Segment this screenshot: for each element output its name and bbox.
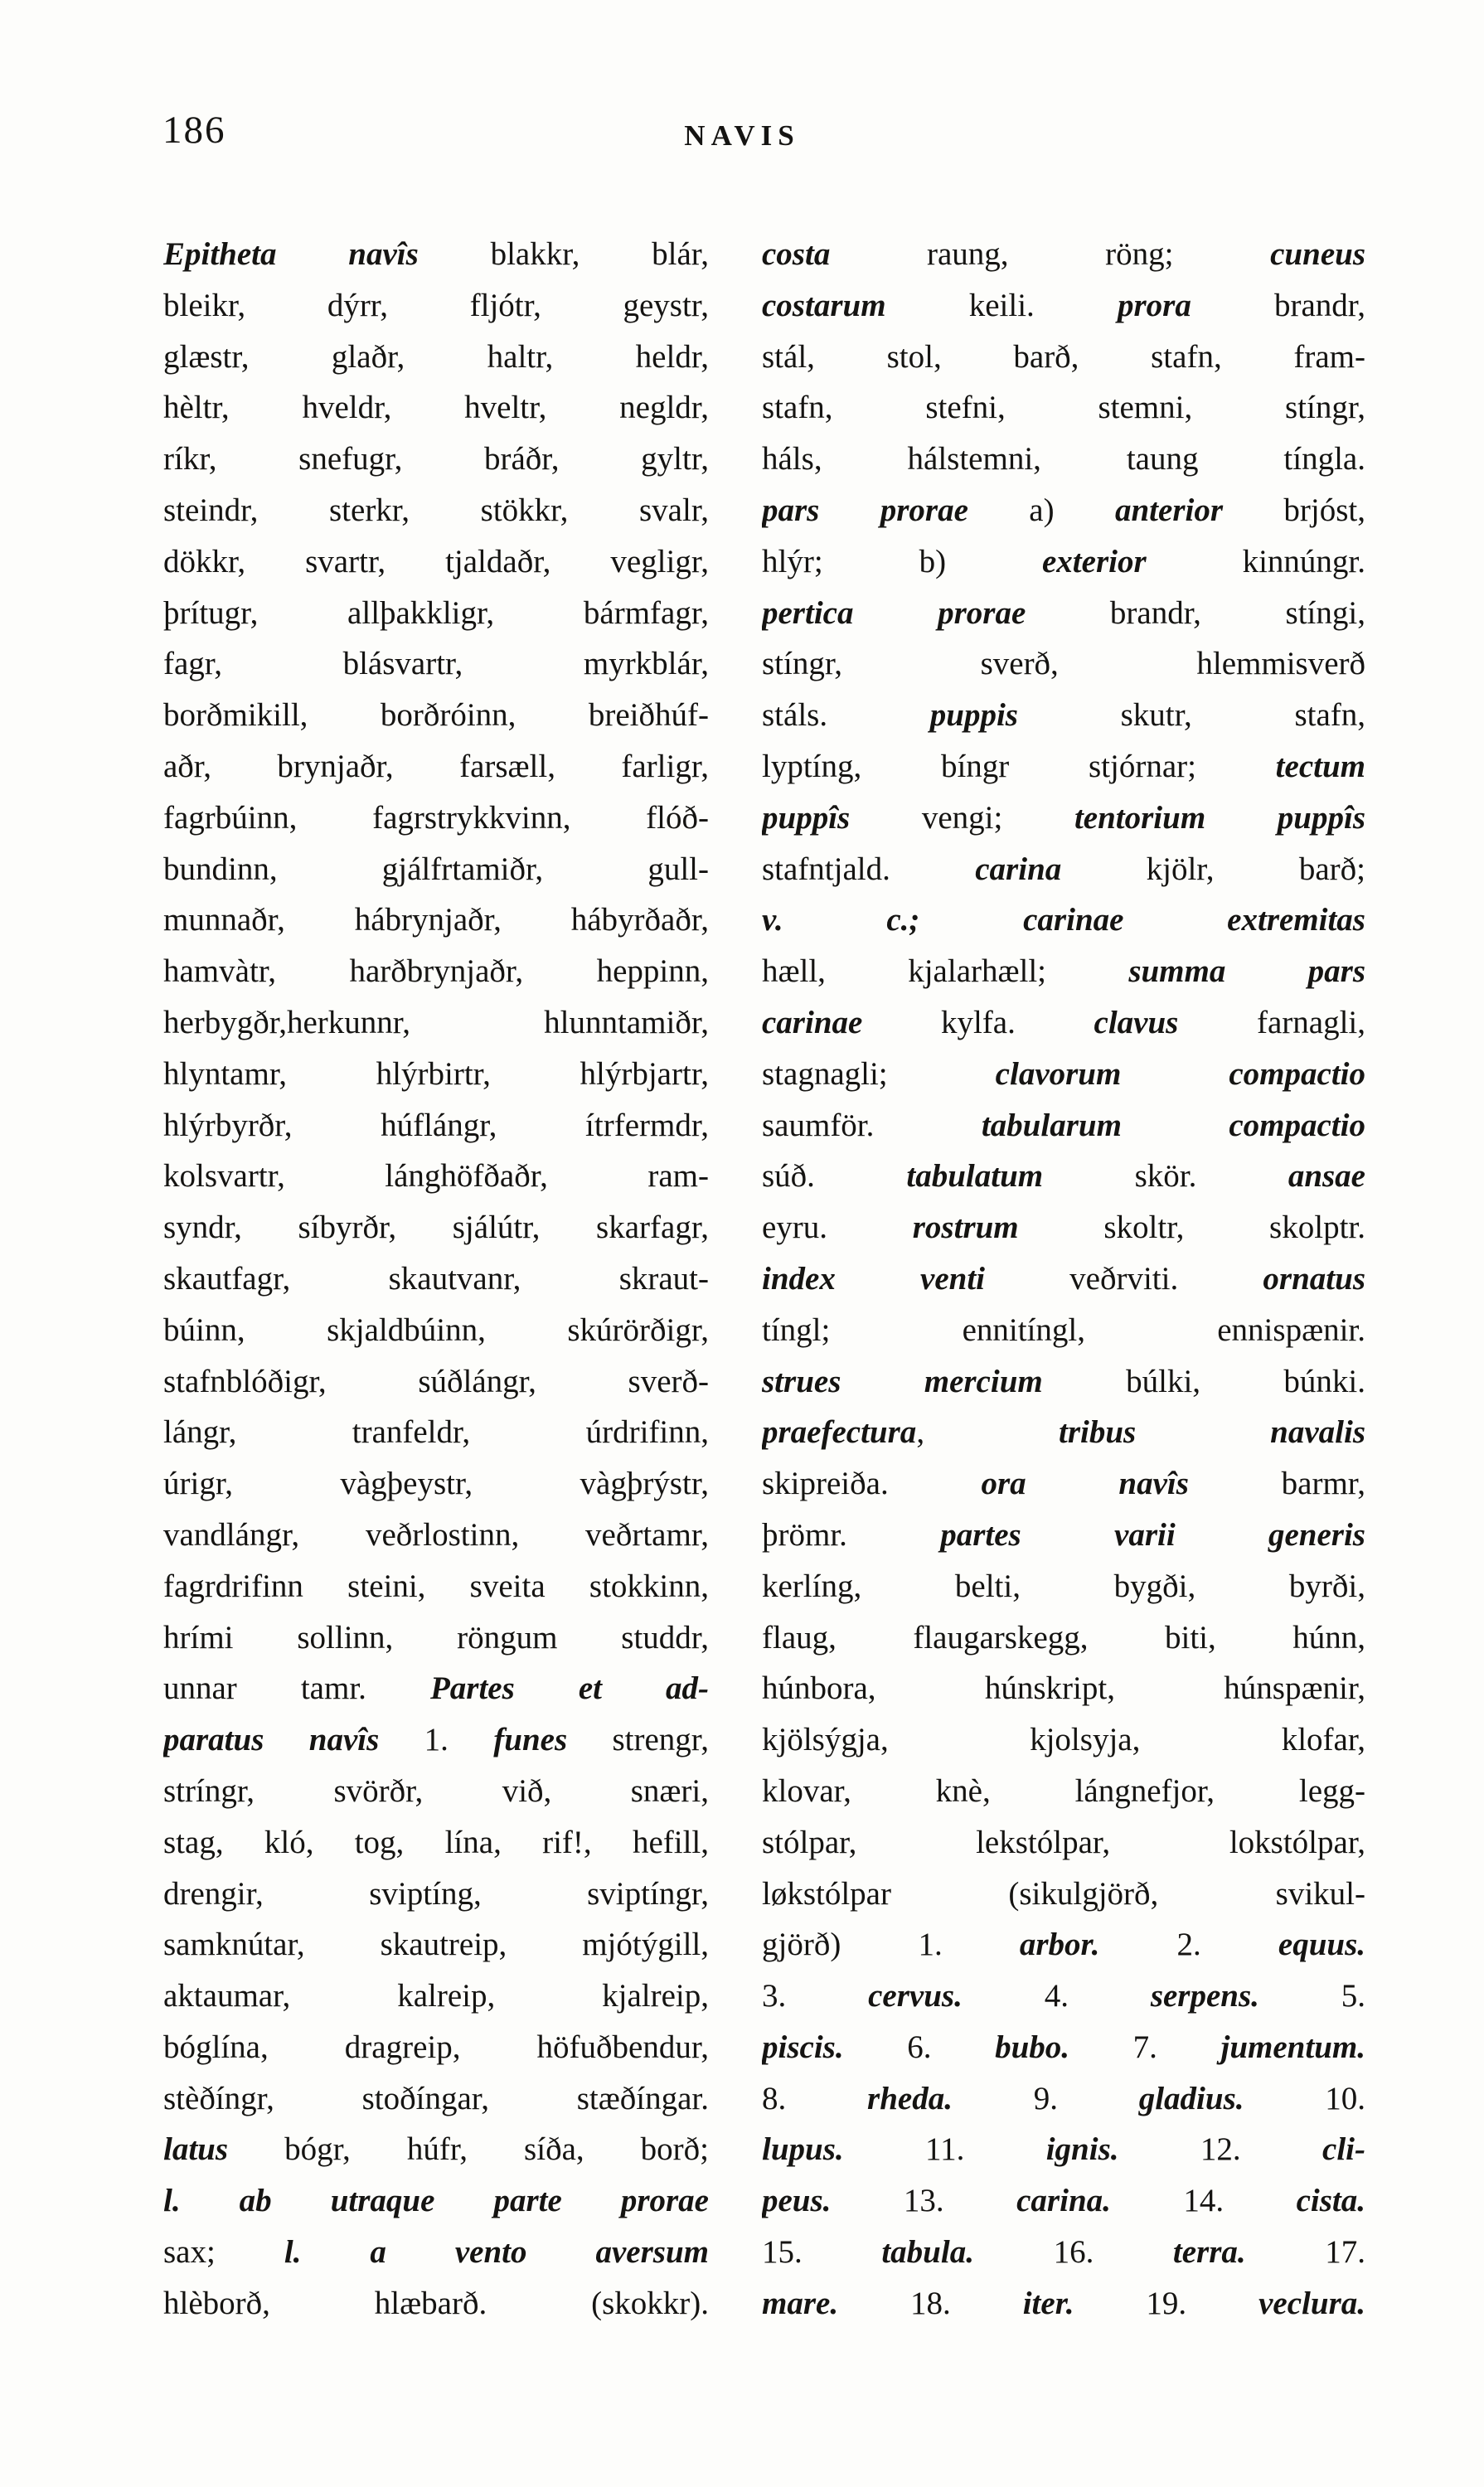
text-line [163, 741, 709, 793]
text-line [762, 2124, 1365, 2175]
icelandic-text: 11. [843, 2131, 1046, 2168]
icelandic-text: skipreiða. [762, 1466, 982, 1502]
text-line [163, 844, 709, 895]
text-line [163, 382, 709, 434]
icelandic-text: 12. [1118, 2131, 1323, 2168]
icelandic-text: vengi; [850, 799, 1074, 836]
text-line [762, 997, 1365, 1049]
text-line [762, 1100, 1365, 1151]
icelandic-text: þrítugr, allþakkligr, bármfagr, [163, 594, 709, 631]
text-line [163, 638, 709, 690]
icelandic-text: 14. [1110, 2183, 1297, 2219]
icelandic-text: tíngl; ennitíngl, ennispænir. [762, 1311, 1365, 1348]
latin-lemma: cli- [1322, 2131, 1365, 2168]
text-line [163, 588, 709, 639]
text-line [762, 2227, 1365, 2278]
text-line [163, 1202, 709, 1253]
text-line [762, 434, 1365, 485]
icelandic-text: kerlíng, belti, bygði, byrði, [762, 1568, 1365, 1604]
icelandic-text: 13. [831, 2183, 1017, 2219]
icelandic-text: keili. [885, 287, 1118, 323]
icelandic-text: stagnagli; [762, 1055, 996, 1092]
text-line [762, 1510, 1365, 1561]
icelandic-text: bundinn, gjálfrtamiðr, gull- [163, 851, 709, 887]
latin-lemma: paratus navîs [163, 1722, 380, 1758]
icelandic-text: brjóst, [1223, 492, 1365, 528]
text-line [762, 1971, 1365, 2022]
latin-lemma: terra. [1172, 2234, 1246, 2271]
icelandic-text: unnar tamr. [163, 1670, 430, 1707]
icelandic-text: steindr, sterkr, stökkr, svalr, [163, 492, 709, 528]
icelandic-text: húnbora, húnskript, húnspænir, [762, 1670, 1365, 1707]
latin-lemma: Partes et ad- [429, 1670, 709, 1707]
text-line [163, 793, 709, 844]
text-line [762, 793, 1365, 844]
text-line [163, 2227, 709, 2278]
right-column [762, 229, 1365, 2329]
left-column [163, 229, 709, 2329]
text-line [163, 894, 709, 946]
latin-lemma: gladius. [1138, 2080, 1244, 2116]
icelandic-text: strengr, [567, 1722, 709, 1758]
text-line [762, 1766, 1365, 1817]
icelandic-text: 17. [1245, 2234, 1365, 2271]
icelandic-text: syndr, síbyrðr, sjálútr, skarfagr, [163, 1210, 709, 1246]
icelandic-text: flaug, flaugarskegg, biti, húnn, [762, 1619, 1365, 1656]
icelandic-text: 2. [1099, 1927, 1278, 1963]
icelandic-text: 1. [379, 1722, 494, 1758]
text-line [163, 1663, 709, 1714]
icelandic-text: 10. [1244, 2080, 1365, 2116]
text-line [762, 280, 1365, 332]
text-line [163, 1407, 709, 1458]
icelandic-text: kolsvartr, lánghöfðaðr, ram- [163, 1158, 709, 1195]
icelandic-text: súð. [762, 1158, 907, 1195]
latin-lemma: serpens. [1150, 1978, 1259, 2014]
icelandic-text: stafn, stefni, stemni, stíngr, [762, 390, 1365, 426]
icelandic-text: hlyntamr, hlýrbirtr, hlýrbjartr, [163, 1055, 709, 1092]
latin-lemma: tabula. [881, 2234, 974, 2271]
text-line [163, 1561, 709, 1612]
latin-lemma: tabulatum [906, 1158, 1044, 1195]
icelandic-text: hrími sollinn, röngum studdr, [163, 1619, 709, 1656]
text-line [163, 1356, 709, 1408]
icelandic-text: 15. [762, 2234, 882, 2271]
icelandic-text: stál, stol, barð, stafn, fram- [762, 338, 1365, 375]
icelandic-text: háls, hálstemni, taung tíngla. [762, 441, 1365, 478]
text-line [163, 2124, 709, 2175]
latin-lemma: partes varii generis [940, 1516, 1365, 1553]
text-line [762, 1305, 1365, 1356]
text-line [762, 536, 1365, 588]
latin-lemma: costa [762, 236, 831, 272]
icelandic-text: drengir, sviptíng, sviptíngr, [163, 1875, 709, 1912]
text-line [163, 1919, 709, 1971]
text-line [762, 1407, 1365, 1458]
text-line [762, 1663, 1365, 1714]
latin-lemma: index venti [762, 1260, 985, 1297]
icelandic-text: hlýrbyrðr, húflángr, ítrfermdr, [163, 1107, 709, 1143]
icelandic-text: a) [968, 492, 1115, 528]
icelandic-text: herbygðr,herkunnr, hlunntamiðr, [163, 1004, 709, 1040]
text-line [163, 280, 709, 332]
latin-lemma: clavorum compactio [995, 1055, 1365, 1092]
latin-lemma: cista. [1296, 2183, 1365, 2219]
icelandic-text: bóglína, dragreip, höfuðbendur, [163, 2029, 709, 2065]
latin-lemma: arbor. [1019, 1927, 1100, 1963]
text-line [762, 2175, 1365, 2227]
text-line [762, 894, 1365, 946]
latin-lemma: ignis. [1045, 2131, 1119, 2168]
icelandic-text: 19. [1074, 2285, 1259, 2321]
icelandic-text: blakkr, blár, [418, 236, 709, 272]
text-line [762, 588, 1365, 639]
icelandic-text: lyptíng, bíngr stjórnar; [762, 748, 1276, 784]
latin-lemma: puppîs [762, 799, 851, 836]
icelandic-text: 5. [1258, 1978, 1365, 2014]
text-line [163, 690, 709, 741]
text-line [762, 332, 1365, 383]
icelandic-text: hlýr; b) [762, 543, 1042, 579]
icelandic-text: stafnblóðigr, súðlángr, sverð- [163, 1363, 709, 1399]
text-line [762, 1817, 1365, 1869]
latin-lemma: tabularum compactio [981, 1107, 1365, 1143]
latin-lemma: costarum [762, 287, 886, 323]
text-line [163, 997, 709, 1049]
icelandic-text: bleikr, dýrr, fljótr, geystr, [163, 287, 709, 323]
icelandic-text: aktaumar, kalreip, kjalreip, [163, 1978, 709, 2014]
latin-lemma: piscis. [762, 2029, 844, 2065]
icelandic-text: stáls. [762, 697, 930, 734]
icelandic-text: 8. [762, 2080, 868, 2116]
icelandic-text: vandlángr, veðrlostinn, veðrtamr, [163, 1516, 709, 1553]
text-line [163, 1612, 709, 1664]
icelandic-text: bógr, húfr, síða, borð; [228, 2131, 709, 2168]
text-line [163, 1458, 709, 1510]
text-line [163, 485, 709, 536]
icelandic-text: 3. [762, 1978, 869, 2014]
latin-lemma: clavus [1094, 1004, 1179, 1040]
text-line [762, 1561, 1365, 1612]
latin-lemma: prora [1117, 287, 1191, 323]
icelandic-text: løkstólpar (sikulgjörð, svikul- [762, 1875, 1365, 1912]
latin-lemma: jumentum. [1220, 2029, 1365, 2065]
latin-lemma: ansae [1288, 1158, 1365, 1195]
latin-lemma: exterior [1042, 543, 1147, 579]
text-line [762, 382, 1365, 434]
text-line [163, 1869, 709, 1920]
icelandic-text: saumför. [762, 1107, 982, 1143]
icelandic-text: hæll, kjalarhæll; [762, 953, 1129, 990]
icelandic-text: raung, röng; [830, 236, 1271, 272]
running-header: NAVIS [684, 119, 800, 152]
icelandic-text: sax; [163, 2234, 284, 2271]
icelandic-text: 7. [1069, 2029, 1221, 2065]
icelandic-text: stríngr, svörðr, við, snæri, [163, 1772, 709, 1809]
icelandic-text: fagrdrifinn steini, sveita stokkinn, [163, 1568, 709, 1604]
text-line [762, 2073, 1365, 2125]
icelandic-text: stólpar, lekstólpar, lokstólpar, [762, 1824, 1365, 1860]
icelandic-text: hèltr, hveldr, hveltr, negldr, [163, 390, 709, 426]
icelandic-text: úrigr, vàgþeystr, vàgþrýstr, [163, 1466, 709, 1502]
icelandic-text: lángr, tranfeldr, úrdrifinn, [163, 1414, 709, 1451]
text-line [762, 1458, 1365, 1510]
latin-lemma: pars prorae [762, 492, 968, 528]
latin-lemma: tentorium puppîs [1074, 799, 1365, 836]
icelandic-text: gjörð) 1. [762, 1927, 1020, 1963]
text-line [762, 1049, 1365, 1100]
icelandic-text: hamvàtr, harðbrynjaðr, heppinn, [163, 953, 709, 990]
text-line [762, 638, 1365, 690]
text-line [762, 1714, 1365, 1766]
icelandic-text: brandr, stíngi, [1026, 594, 1365, 631]
text-line [163, 946, 709, 997]
icelandic-text: aðr, brynjaðr, farsæll, farligr, [163, 748, 709, 784]
icelandic-text: skutr, stafn, [1017, 697, 1365, 734]
icelandic-text: glæstr, glaðr, haltr, heldr, [163, 338, 709, 375]
text-line [163, 1049, 709, 1100]
icelandic-text: samknútar, skautreip, mjótýgill, [163, 1927, 709, 1963]
text-line [163, 2022, 709, 2073]
latin-lemma: ora navîs [981, 1466, 1189, 1502]
latin-lemma: peus. [762, 2183, 832, 2219]
text-line [163, 1766, 709, 1817]
icelandic-text: 16. [973, 2234, 1173, 2271]
latin-lemma: iter. [1022, 2285, 1074, 2321]
text-line [163, 1971, 709, 2022]
icelandic-text: fagrbúinn, fagrstrykkvinn, flóð- [163, 799, 709, 836]
latin-lemma: veclura. [1258, 2285, 1365, 2321]
icelandic-text: farnagli, [1178, 1004, 1365, 1040]
icelandic-text: munnaðr, hábrynjaðr, hábyrðaðr, [163, 902, 709, 938]
icelandic-text: dökkr, svartr, tjaldaðr, vegligr, [163, 543, 709, 579]
icelandic-text: , [916, 1414, 1059, 1451]
text-line [163, 1253, 709, 1305]
latin-lemma: rheda. [867, 2080, 953, 2116]
text-line [163, 1714, 709, 1766]
text-line [762, 844, 1365, 895]
latin-lemma: Epitheta navîs [163, 236, 419, 272]
text-line [163, 2175, 709, 2227]
text-line [163, 229, 709, 280]
latin-lemma: l. a vento aversum [284, 2234, 709, 2271]
latin-lemma: carina. [1016, 2183, 1111, 2219]
latin-lemma: tectum [1275, 748, 1365, 784]
latin-lemma: cervus. [868, 1978, 963, 2014]
text-line [762, 1202, 1365, 1253]
text-line [762, 1919, 1365, 1971]
icelandic-text: skör. [1043, 1158, 1288, 1195]
icelandic-text: skoltr, skolptr. [1018, 1210, 1365, 1246]
icelandic-text: veðrviti. [985, 1260, 1263, 1297]
text-line [163, 434, 709, 485]
icelandic-text: 18. [838, 2285, 1023, 2321]
latin-lemma: praefectura [762, 1414, 917, 1451]
text-line [762, 2278, 1365, 2329]
latin-lemma: puppis [929, 697, 1018, 734]
icelandic-text: hlèborð, hlæbarð. (skokkr). [163, 2285, 709, 2321]
text-line [762, 1869, 1365, 1920]
latin-lemma: equus. [1278, 1927, 1365, 1963]
text-line [762, 1612, 1365, 1664]
text-line [163, 332, 709, 383]
latin-lemma: carina [975, 851, 1062, 887]
latin-lemma: bubo. [995, 2029, 1070, 2065]
page-number: 186 [162, 109, 226, 152]
icelandic-text: 4. [962, 1978, 1151, 2014]
text-line [163, 1151, 709, 1202]
icelandic-text: kjölsýgja, kjolsyja, klofar, [762, 1722, 1365, 1758]
latin-lemma: strues mercium [762, 1363, 1043, 1399]
icelandic-text: kylfa. [862, 1004, 1094, 1040]
icelandic-text: 6. [843, 2029, 996, 2065]
latin-lemma: tribus navalis [1059, 1414, 1365, 1451]
latin-lemma: rostrum [912, 1210, 1019, 1246]
text-line [762, 690, 1365, 741]
text-line [163, 1510, 709, 1561]
icelandic-text: búlki, búnki. [1042, 1363, 1365, 1399]
text-line [762, 229, 1365, 280]
text-line [163, 1100, 709, 1151]
latin-lemma: l. ab utraque parte prorae [163, 2183, 709, 2219]
icelandic-text: fagr, blásvartr, myrkblár, [163, 646, 709, 682]
text-line [762, 1151, 1365, 1202]
text-line [762, 1356, 1365, 1408]
icelandic-text: 9. [952, 2080, 1139, 2116]
icelandic-text: brandr, [1191, 287, 1365, 323]
latin-lemma: summa pars [1128, 953, 1365, 990]
icelandic-text: kjölr, barð; [1061, 851, 1365, 887]
icelandic-text: barmr, [1188, 1466, 1365, 1502]
text-line [163, 1305, 709, 1356]
text-line [163, 536, 709, 588]
text-line [163, 1817, 709, 1869]
text-line [762, 1253, 1365, 1305]
latin-lemma: cuneus [1270, 236, 1365, 272]
icelandic-text: eyru. [762, 1210, 913, 1246]
icelandic-text: stafntjald. [762, 851, 976, 887]
icelandic-text: þrömr. [762, 1516, 941, 1553]
icelandic-text: ríkr, snefugr, bráðr, gyltr, [163, 441, 709, 478]
latin-lemma: anterior [1114, 492, 1224, 528]
latin-lemma: carinae [762, 1004, 863, 1040]
icelandic-text: borðmikill, borðróinn, breiðhúf- [163, 697, 709, 734]
latin-lemma: ornatus [1263, 1260, 1365, 1297]
text-line [163, 2073, 709, 2125]
text-line [163, 2278, 709, 2329]
icelandic-text: skautfagr, skautvanr, skraut- [163, 1260, 709, 1297]
icelandic-text: kinnúngr. [1146, 543, 1365, 579]
latin-lemma: v. c.; carinae extremitas [762, 902, 1365, 938]
text-line [762, 2022, 1365, 2073]
text-line [762, 946, 1365, 997]
text-line [762, 485, 1365, 536]
text-line [762, 741, 1365, 793]
icelandic-text: klovar, knè, lángnefjor, legg- [762, 1772, 1365, 1809]
latin-lemma: lupus. [762, 2131, 844, 2168]
icelandic-text: stag, kló, tog, lína, rif!, hefill, [163, 1824, 709, 1860]
icelandic-text: stíngr, sverð, hlemmisverð [762, 646, 1365, 682]
latin-lemma: funes [493, 1722, 568, 1758]
latin-lemma: latus [163, 2131, 229, 2168]
latin-lemma: mare. [762, 2285, 839, 2321]
icelandic-text: stèðíngr, stoðíngar, stæðíngar. [163, 2080, 709, 2116]
icelandic-text: búinn, skjaldbúinn, skúrörðigr, [163, 1311, 709, 1348]
latin-lemma: pertica prorae [762, 594, 1026, 631]
